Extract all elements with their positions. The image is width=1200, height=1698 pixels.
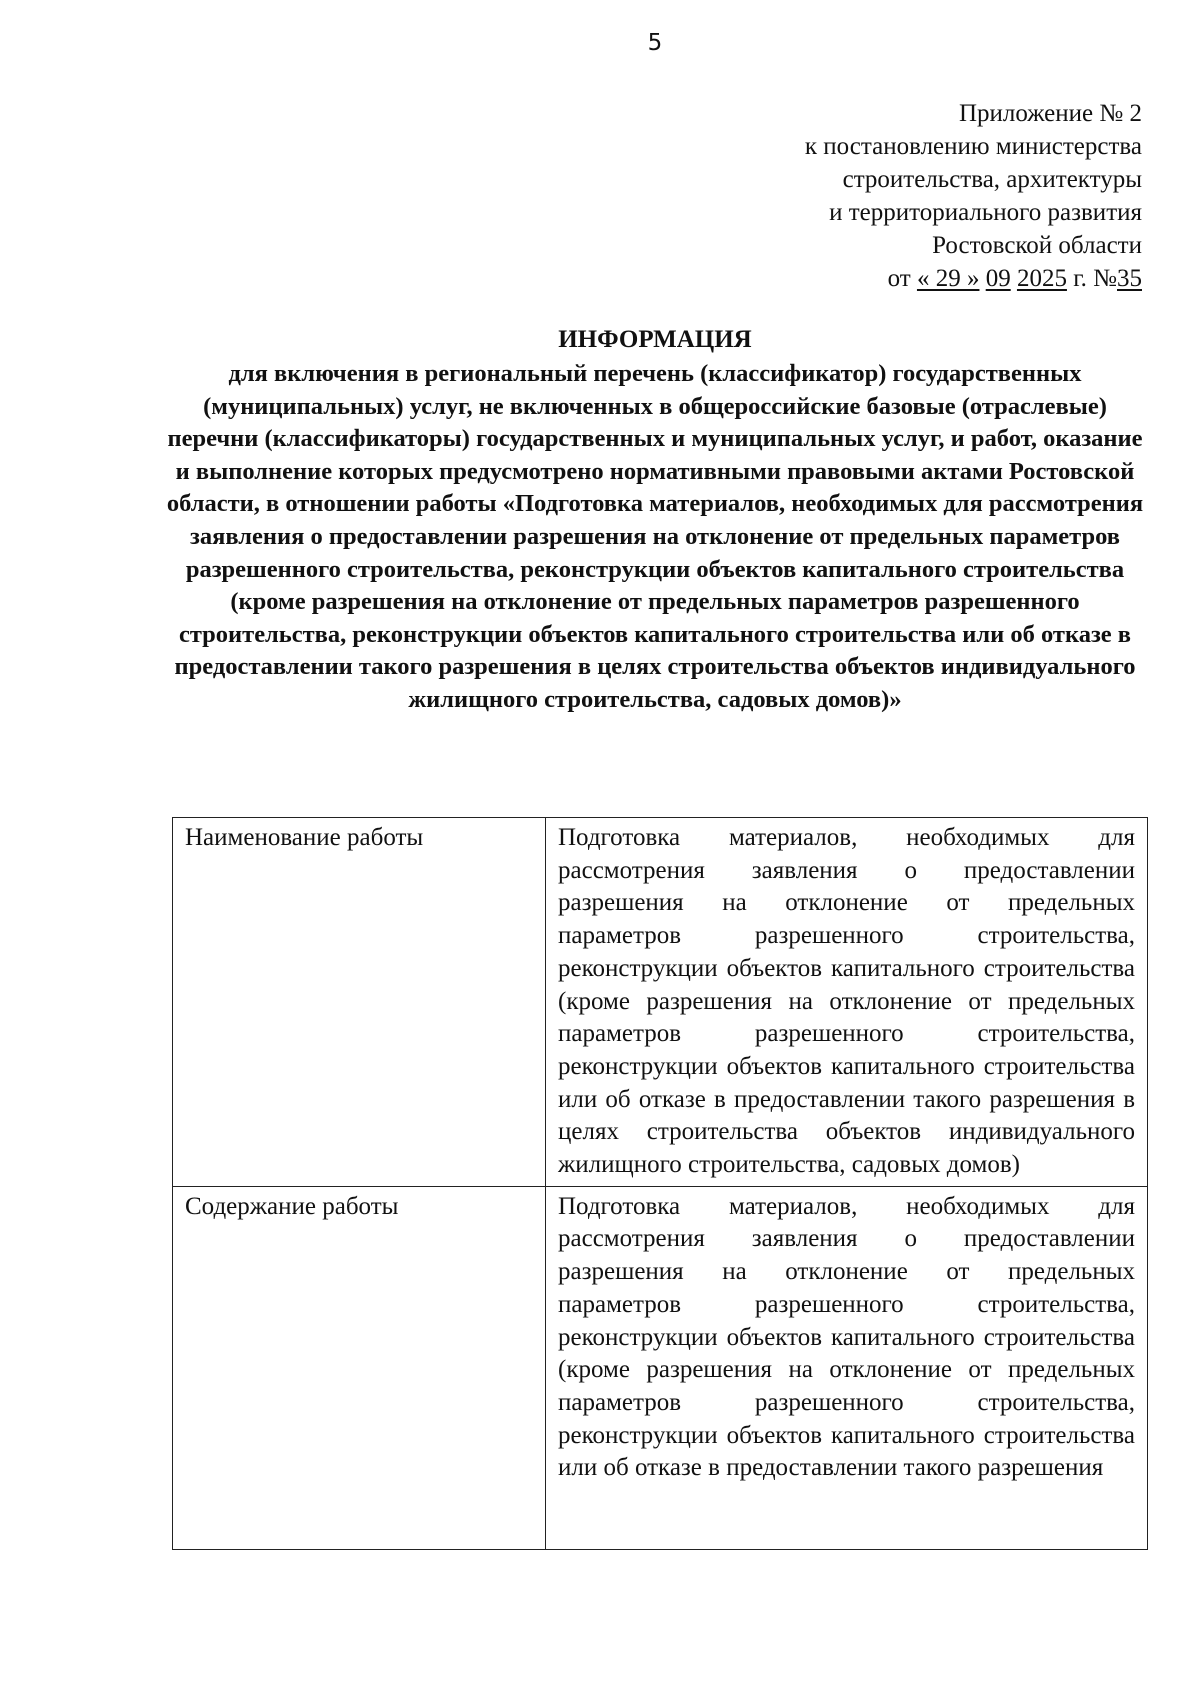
document-title: ИНФОРМАЦИЯ	[558, 326, 752, 353]
row-label: Наименование работы	[173, 818, 546, 1187]
appendix-line: строительства, архитектуры	[842, 166, 1142, 193]
table-row	[173, 818, 1148, 1187]
row-value: Подготовка материалов, необходимых для рассмотрения заявления о предоставлении разрешения на отклонение от предельных параметров разрешенного строительства, реконструкции объектов капитального строительства (кроме разрешения на отклонение от предельных параметров разрешенного строительства, реконструкции объектов капитального строительства или об отказе в предоставлении такого разрешения в целях строительства объектов индивидуального жилищного строительства, садовых домов)	[546, 818, 1148, 1187]
date-year: 2025	[1016, 265, 1067, 292]
row-label	[173, 1186, 546, 1549]
date-day: « 29 »	[916, 265, 980, 292]
row-value-text: Подготовка материалов, необходимых для рассмотрения заявления о предоставлении разрешения на отклонение от предельных параметров разрешенного строительства, реконструкции объектов капитального строительства (кроме разрешения на отклонение от предельных параметров разрешенного строительства, реконструкции объектов капитального строительства или об отказе в предоставлении такого разрешения	[558, 1192, 1135, 1482]
document-subtitle: для включения в региональный перечень (классификатор) государственных (муниципальных) услуг, не включенных в общероссийские базовые (отраслевые) перечни (классификаторы) государственных и муниципальных услуг, и работ, оказание и выполнение которых предусмотрено нормативными правовыми актами Ростовской области, в отношении работы «Подготовка материалов, необходимых для рассмотрения заявления о предоставлении разрешения на отклонение от предельных параметров разрешенного строительства, реконструкции объектов капитального строительства (кроме разрешения на отклонение от предельных параметров разрешенного строительства, реконструкции объектов капитального строительства или об отказе в предоставлении такого разрешения в целях строительства объектов индивидуального жилищного строительства, садовых домов)»	[166, 360, 1144, 713]
info-table	[172, 817, 1148, 1550]
appendix-date-line	[542, 262, 1142, 295]
table-row	[173, 1186, 1148, 1549]
date-month: 09	[985, 265, 1011, 292]
appendix-line: к постановлению министерства	[804, 133, 1142, 160]
document-number: 35	[1117, 265, 1142, 292]
date-prefix: от	[887, 265, 911, 292]
appendix-line: Приложение № 2	[958, 100, 1142, 127]
appendix-line: Ростовской области	[932, 232, 1142, 259]
appendix-line: и территориального развития	[829, 199, 1142, 226]
appendix-block	[542, 97, 1142, 295]
row-label-text: Содержание работы	[185, 1192, 399, 1220]
row-value	[546, 1186, 1148, 1549]
page-number: 5	[647, 30, 663, 56]
year-suffix: г. №	[1073, 265, 1117, 292]
